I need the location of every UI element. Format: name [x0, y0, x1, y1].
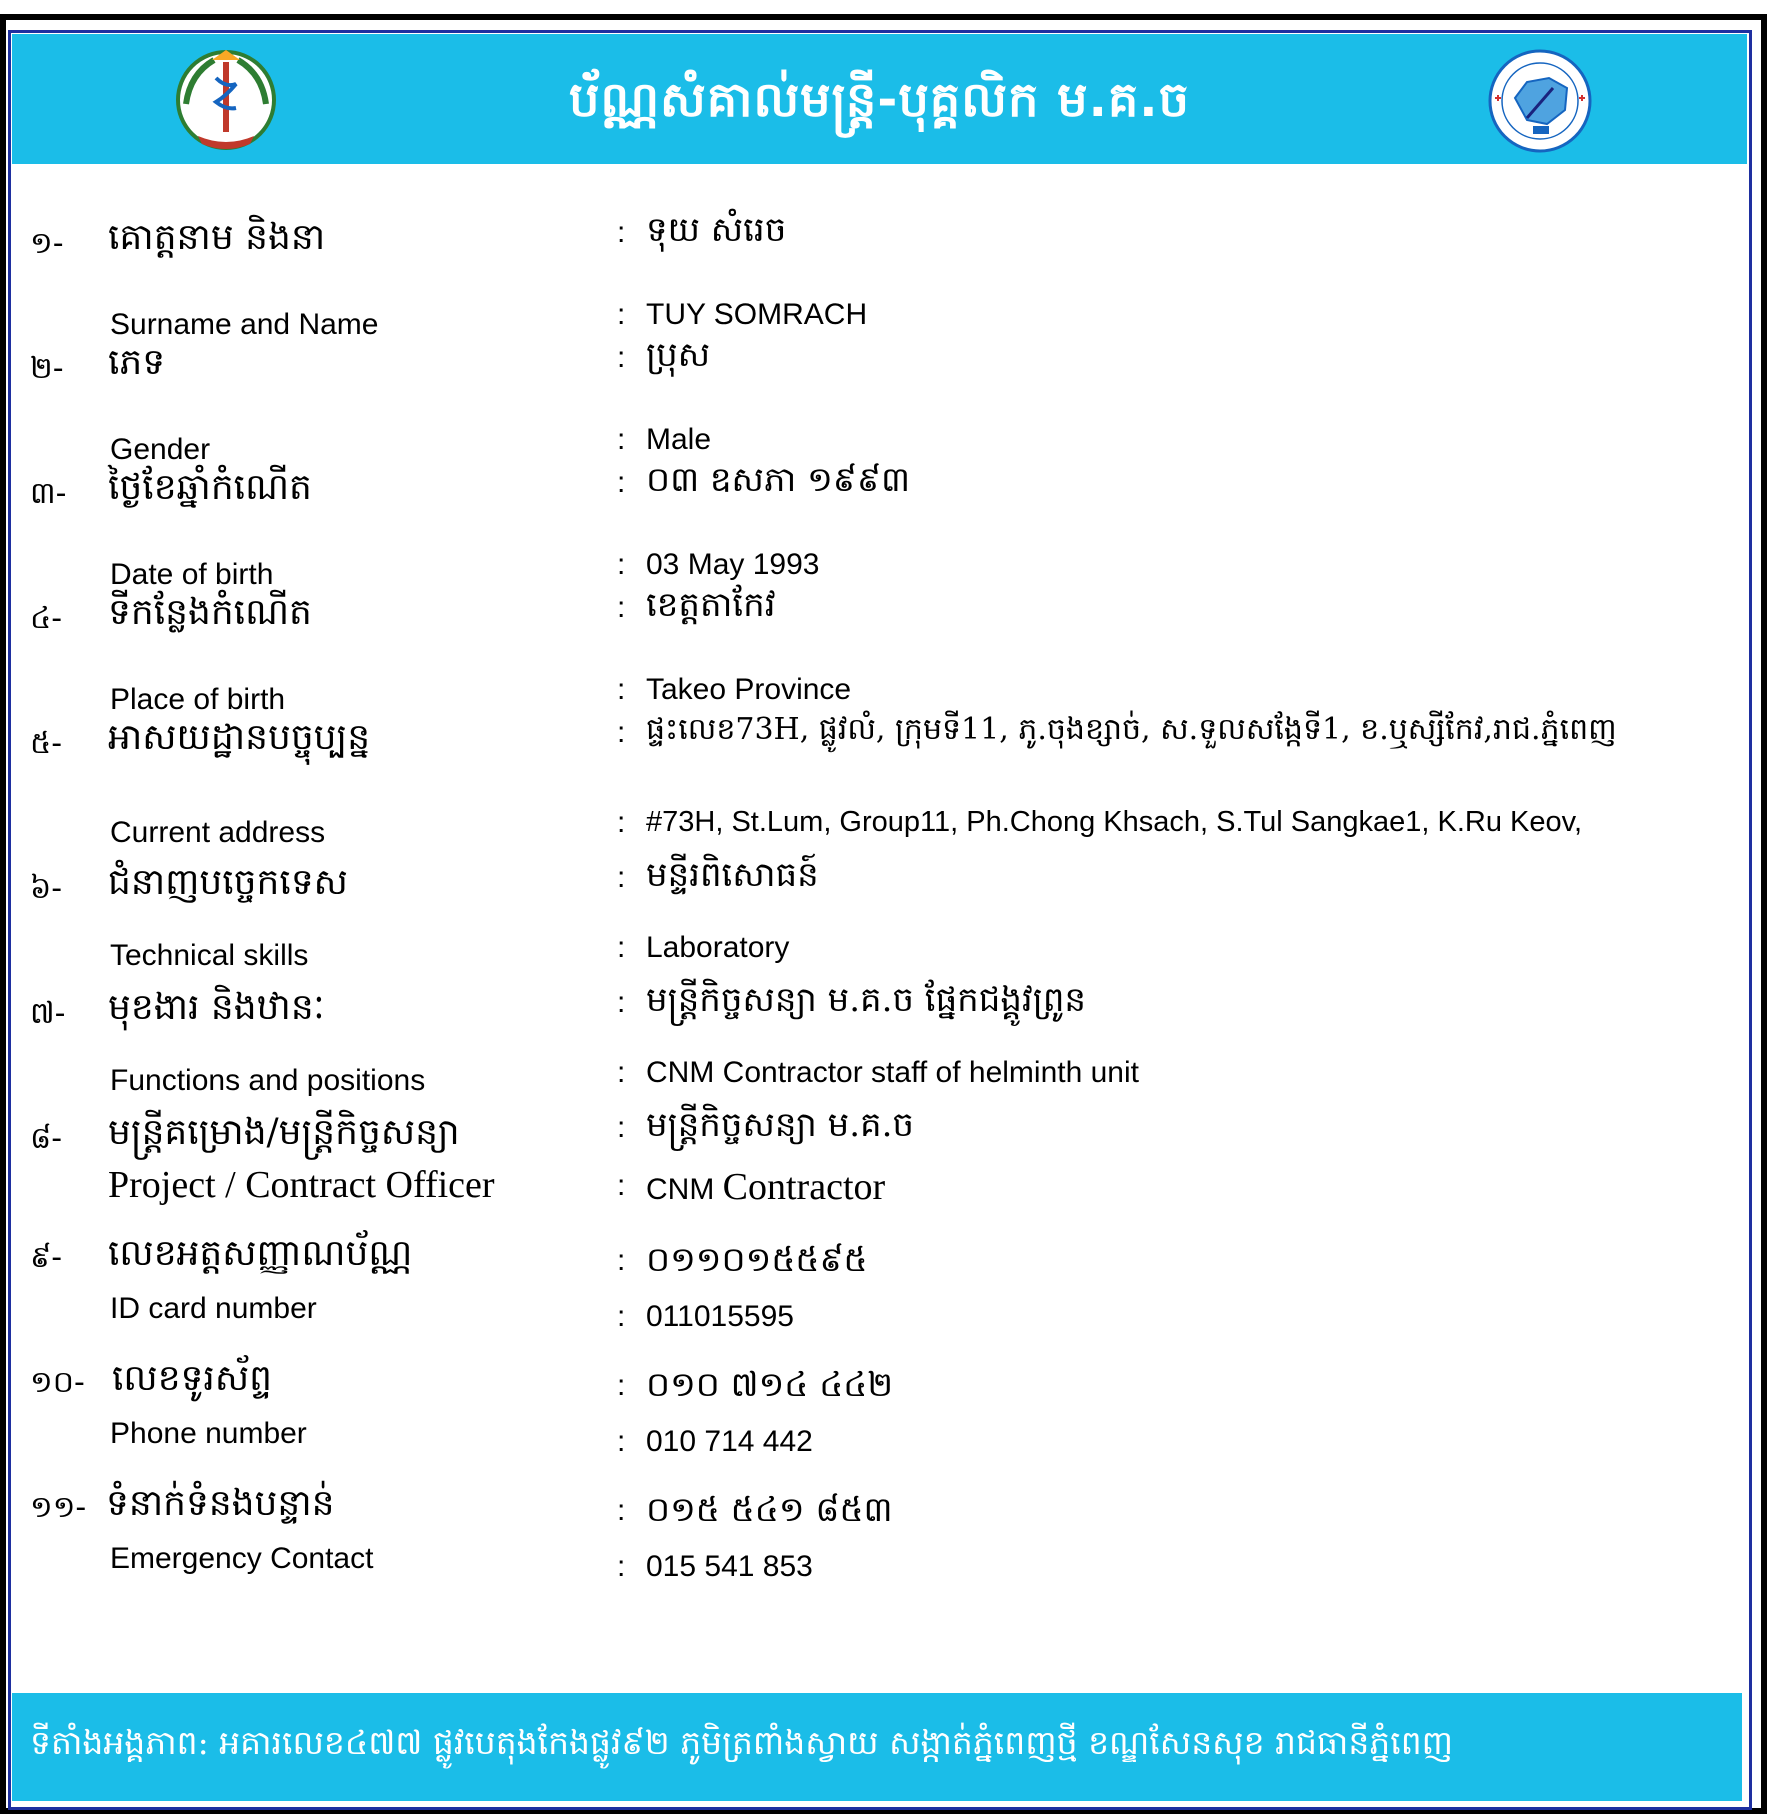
- field-number: ៨-: [30, 1121, 63, 1156]
- field-value-km: មន្ត្រីកិច្ចសន្យា ម.គ.ច: [646, 1105, 914, 1145]
- field-value-km: ០១៥ ៥៤១ ៨៥៣: [646, 1490, 893, 1530]
- colon: :: [617, 931, 626, 964]
- field-label-en: Surname and Name: [110, 308, 379, 341]
- colon: :: [617, 1244, 626, 1277]
- field-label-km: ថ្ងៃខែឆ្នាំកំណើត: [108, 467, 312, 508]
- field-label-km: ទំនាក់ទំនងបន្ទាន់: [106, 1483, 335, 1524]
- field-number: ៧-: [30, 996, 66, 1031]
- field-label-km: ជំនាញបច្ចេកទេស: [108, 862, 348, 903]
- colon: :: [617, 1056, 626, 1089]
- field-number: ៦-: [30, 871, 63, 906]
- field-label-en: Emergency Contact: [110, 1542, 374, 1575]
- field-number: ៥-: [30, 726, 63, 761]
- field-label-en: Project / Contract Officer: [108, 1164, 495, 1206]
- footer-band: [12, 1693, 1742, 1801]
- colon: :: [617, 216, 626, 249]
- colon: :: [617, 806, 626, 839]
- field-number: ២-: [30, 351, 64, 386]
- field-value-en: Laboratory: [646, 931, 790, 964]
- field-label-km: មន្ត្រីគម្រោង/មន្ត្រីកិច្ចសន្យា: [108, 1112, 460, 1153]
- field-value-km: មន្ទីរពិសោធន៍: [646, 855, 819, 895]
- field-number: ១១-: [30, 1490, 87, 1525]
- field-value-km: ផ្ទះលេខ73H, ផ្លូវលំ, ក្រុមទី11, ភូ.ចុងខ្សាច់, ស.ទួលសង្កែទី1, ខ.ឬស្សីកែវ,រាជ.ភ្នំពេញ: [646, 712, 1617, 747]
- field-value-km: ០១១០១៥៥៩៥: [646, 1240, 868, 1280]
- field-value-km: ០៣ ឧសភា ១៩៩៣: [646, 460, 910, 500]
- colon: :: [617, 1169, 626, 1202]
- colon: :: [617, 986, 626, 1019]
- field-value-km: ប្រុស: [646, 335, 711, 375]
- field-value-km: ខេត្តតាកែវ: [646, 585, 776, 625]
- field-number: ១-: [30, 226, 64, 261]
- card-title: ប័ណ្ណសំគាល់មន្ត្រី-បុគ្គលិក ម.គ.ច: [568, 72, 1191, 128]
- field-label-en: Technical skills: [110, 939, 309, 972]
- field-label-en: Phone number: [110, 1417, 307, 1450]
- field-label-km: ទីកន្លែងកំណើត: [108, 592, 312, 633]
- field-value-en: 011015595: [646, 1300, 794, 1333]
- field-label-en: ID card number: [110, 1292, 317, 1325]
- field-value-km: ទុយ សំរេច: [646, 210, 787, 250]
- colon: :: [617, 861, 626, 894]
- field-label-en: Functions and positions: [110, 1064, 426, 1097]
- colon: :: [617, 423, 626, 456]
- field-value-en-prefix: CNM: [646, 1173, 723, 1206]
- field-label-en: Current address: [110, 816, 326, 849]
- colon: :: [617, 466, 626, 499]
- field-label-km: គោត្តនាម និងនា: [108, 217, 326, 258]
- field-label-km: លេខទូរស័ព្ទ: [112, 1358, 272, 1399]
- field-label-en: Place of birth: [110, 683, 286, 716]
- field-value-en: 03 May 1993: [646, 548, 820, 581]
- field-number: ១០-: [30, 1365, 85, 1400]
- field-label-km: អាសយដ្ឋានបច្ចុប្បន្ន: [108, 717, 371, 758]
- field-value-km: ០១០ ៧១៤ ៤៤២: [646, 1365, 894, 1405]
- colon: :: [617, 1300, 626, 1333]
- field-number: ៩-: [30, 1240, 63, 1275]
- colon: :: [617, 1494, 626, 1527]
- field-value-en: CNM Contractor staff of helminth unit: [646, 1056, 1139, 1089]
- field-label-km: លេខអត្តសញ្ញាណប័ណ្ណ: [108, 1233, 413, 1274]
- colon: :: [617, 1425, 626, 1458]
- field-value-en: Male: [646, 423, 712, 456]
- header-band: [12, 34, 1747, 164]
- colon: :: [617, 341, 626, 374]
- field-value-en: 010 714 442: [646, 1425, 813, 1458]
- field-value-en: 015 541 853: [646, 1550, 813, 1583]
- field-value-en-main: Contractor: [722, 1166, 886, 1208]
- field-label-en: Gender: [110, 433, 211, 466]
- field-label-km: មុខងារ និងឋានៈ: [108, 987, 325, 1028]
- colon: :: [617, 673, 626, 706]
- field-label-km: ភេទ: [108, 342, 166, 383]
- field-label-en: Date of birth: [110, 558, 274, 591]
- field-value-km: មន្ត្រីកិច្ចសន្យា ម.គ.ច ផ្នែកជង្គូវព្រូន: [646, 980, 1087, 1020]
- colon: :: [617, 1111, 626, 1144]
- field-value-en: Takeo Province: [646, 673, 852, 706]
- cnm-cambodia-map-icon: [1487, 48, 1593, 154]
- colon: :: [617, 1369, 626, 1402]
- field-number: ៣-: [30, 476, 67, 511]
- footer-address: ទីតាំងអង្គភាព: អគារលេខ៤៧៧ ផ្លូវបេតុងកែងផ្លូវ៩២ ភូមិត្រពាំងស្វាយ សង្កាត់ភ្នំពេញថ្មី ខណ្ឌសែនសុខ រាជធានីភ្នំពេញ: [30, 1723, 1454, 1762]
- colon: :: [617, 298, 626, 331]
- field-value-en: #73H, St.Lum, Group11, Ph.Chong Khsach, S.Tul Sangkae1, K.Ru Keov,: [646, 806, 1583, 838]
- colon: :: [617, 591, 626, 624]
- field-value-en: [646, 1165, 885, 1209]
- colon: :: [617, 548, 626, 581]
- field-value-en: TUY SOMRACH: [646, 298, 868, 331]
- colon: :: [617, 716, 626, 749]
- colon: :: [617, 1550, 626, 1583]
- field-number: ៤-: [30, 601, 63, 636]
